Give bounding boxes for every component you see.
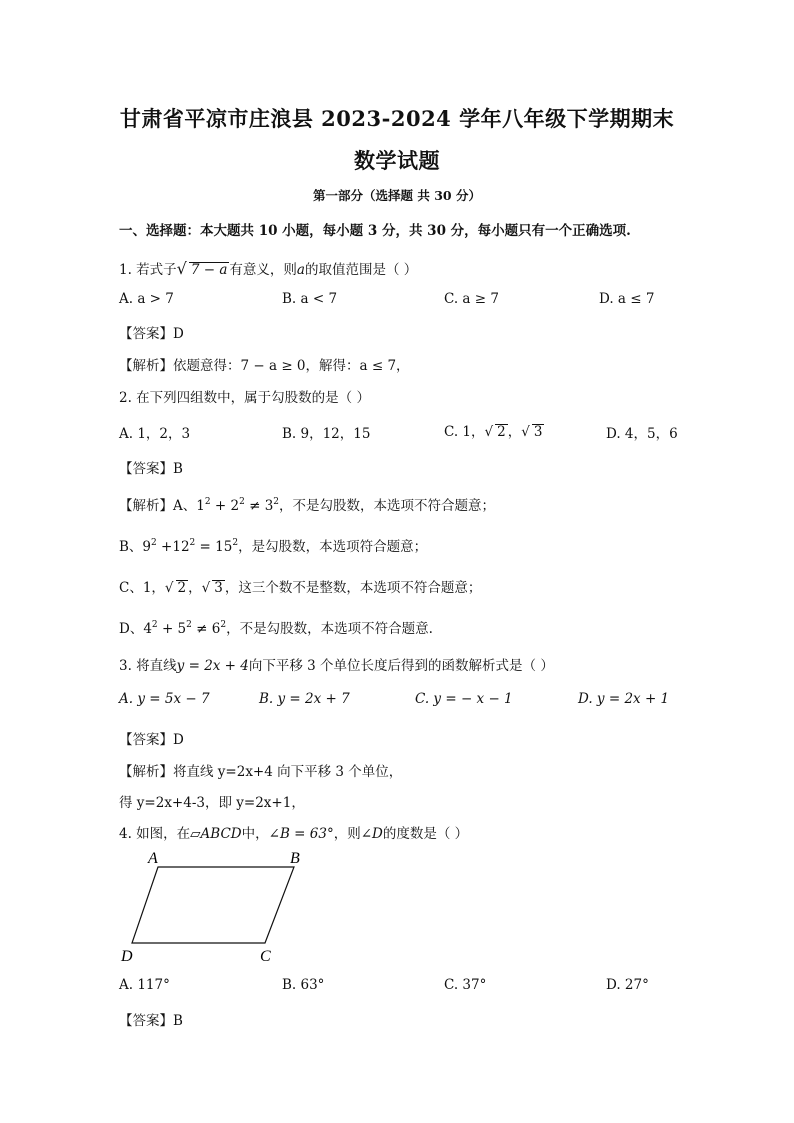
q1-radicand: 7 − a: [190, 262, 228, 278]
q1-analysis-text: 依题意得：7 − a ≥ 0，解得：a ≤ 7，: [173, 358, 410, 374]
q3-option-a: A. y = 5x − 7: [119, 691, 210, 707]
q2-opt-c-r1: 2: [497, 424, 506, 440]
q2-b-post: ，是勾股数，本选项符合题意；: [238, 539, 428, 555]
vertex-label-a: A: [148, 850, 158, 867]
q3-option-b: B. y = 2x + 7: [259, 691, 350, 707]
q4-option-a: A. 117°: [119, 977, 170, 993]
q3-option-d: D. y = 2x + 1: [578, 691, 670, 707]
q2-analysis-a: [119, 494, 495, 514]
q2-d-post: ，不是勾股数，本选项不符合题意.: [226, 621, 433, 637]
vertex-label-b: B: [290, 850, 300, 867]
page-title: 甘肃省平凉市庄浪县 2023-2024 学年八年级下学期期末: [119, 106, 675, 131]
q4-stem-angle: ∠B = 63°: [268, 826, 334, 842]
q2-c-sep: ，: [188, 580, 202, 596]
q2-a-mid2: ≠ 3: [244, 498, 274, 514]
q1-option-d: D. a ≤ 7: [599, 291, 655, 307]
q2-analysis-c: [119, 576, 481, 596]
q4-stem-angle2: ∠D: [360, 826, 383, 842]
vertex-label-c: C: [260, 948, 271, 965]
question-4-stem: [119, 822, 468, 842]
q2-d-mid1: + 5: [157, 621, 187, 637]
q3-answer: 【答案】D: [119, 732, 184, 748]
q1-stem-mid: 有意义，则: [229, 262, 297, 278]
sup: 2: [151, 620, 158, 630]
q2-analysis-d: [119, 617, 433, 637]
q1-var: a: [296, 262, 305, 278]
q2-option-a: A. 1，2，3: [119, 426, 191, 442]
q4-stem-pre: 4. 如图，在: [119, 826, 191, 842]
q2-analysis-b: [119, 535, 427, 555]
q2-b-pre: B、9: [119, 539, 152, 555]
q2-c-pre: C、1，: [119, 580, 165, 596]
sup: 2: [239, 497, 245, 507]
sup: 2: [151, 538, 157, 548]
q2-d-pre: D、4: [119, 621, 152, 637]
q2-opt-c-sep: ，: [507, 424, 522, 440]
question-1-stem: [119, 258, 417, 278]
q4-option-b: B. 63°: [282, 977, 325, 993]
q2-opt-c-pre: C. 1，: [444, 424, 485, 440]
q3-stem-post: 向下平移 3 个单位长度后得到的函数解析式是（ ）: [248, 658, 554, 674]
parallelogram-figure: [118, 848, 318, 966]
section-heading: 一、选择题：本大题共 10 小题，每小题 3 分，共 30 分，每小题只有一个正确选项.: [119, 223, 631, 239]
q4-option-c: C. 37°: [444, 977, 487, 993]
sup: 2: [220, 620, 227, 630]
q2-c-r2: 3: [214, 580, 223, 596]
q2-b-mid2: = 15: [195, 539, 233, 555]
q3-stem-eq: y = 2x + 4: [176, 658, 249, 674]
q4-stem-mid2: ，则: [333, 826, 361, 842]
q2-a-mid1: + 2: [210, 498, 240, 514]
part-heading: 第一部分（选择题 共 30 分）: [313, 188, 481, 203]
q3-option-c: C. y = − x − 1: [415, 691, 513, 707]
sqrt-sign: √: [521, 424, 530, 440]
vertex-label-d: D: [121, 948, 133, 965]
sup: 2: [204, 497, 211, 507]
q2-b-mid1: +12: [156, 539, 190, 555]
sqrt-sign: √: [201, 580, 211, 596]
q2-option-d: D. 4，5，6: [606, 426, 678, 442]
question-3-stem: [119, 654, 554, 674]
sup: 2: [232, 538, 239, 548]
q4-stem-mid: 中，: [241, 826, 269, 842]
q1-stem-post: 的取值范围是（ ）: [304, 262, 418, 278]
parallelogram-shape: [132, 867, 294, 943]
q1-option-a: A. a > 7: [119, 291, 174, 307]
sqrt-sign: √: [176, 259, 187, 278]
q1-answer: 【答案】D: [119, 326, 184, 342]
q3-stem-pre: 3. 将直线: [119, 658, 177, 674]
q2-opt-c-r2: 3: [533, 424, 543, 440]
q3-analysis-text-1: 将直线 y=2x+4 向下平移 3 个单位，: [173, 764, 403, 780]
q4-answer: 【答案】B: [119, 1013, 183, 1029]
sqrt-sign: √: [484, 424, 494, 440]
q1-analysis-label: 【解析】: [119, 358, 173, 374]
question-2-stem: 2. 在下列四组数中，属于勾股数的是（ ）: [119, 390, 370, 406]
q4-option-d: D. 27°: [606, 977, 649, 993]
q1-analysis: [119, 354, 410, 374]
q2-d-mid2: ≠ 6: [191, 621, 221, 637]
sqrt-sign: √: [164, 580, 174, 596]
q2-c-r1: 2: [177, 580, 187, 596]
q2-option-c: [444, 420, 544, 440]
q2-answer: 【答案】B: [119, 461, 183, 477]
q1-stem-pre: 1. 若式子: [119, 262, 177, 278]
q4-stem-fig: ▱ABCD: [190, 826, 242, 842]
q2-a-post: ，不是勾股数，本选项不符合题意；: [279, 498, 496, 514]
sup: 2: [273, 497, 280, 507]
q1-option-b: B. a < 7: [282, 291, 338, 307]
q3-analysis-2: 得 y=2x+4-3，即 y=2x+1，: [119, 795, 305, 811]
q2-analysis-label: 【解析】: [119, 498, 173, 514]
sup: 2: [186, 620, 192, 630]
q2-a-pre: A、1: [173, 498, 205, 514]
q3-analysis-label: 【解析】: [119, 764, 173, 780]
q2-option-b: B. 9，12，15: [282, 426, 371, 442]
q4-stem-post: 的度数是（ ）: [382, 826, 469, 842]
page-subtitle: 数学试题: [354, 148, 440, 173]
q1-option-c: C. a ≥ 7: [444, 291, 499, 307]
q2-c-post: ，这三个数不是整数，本选项不符合题意；: [224, 580, 482, 596]
q3-analysis-1: [119, 760, 402, 780]
sup: 2: [189, 538, 196, 548]
